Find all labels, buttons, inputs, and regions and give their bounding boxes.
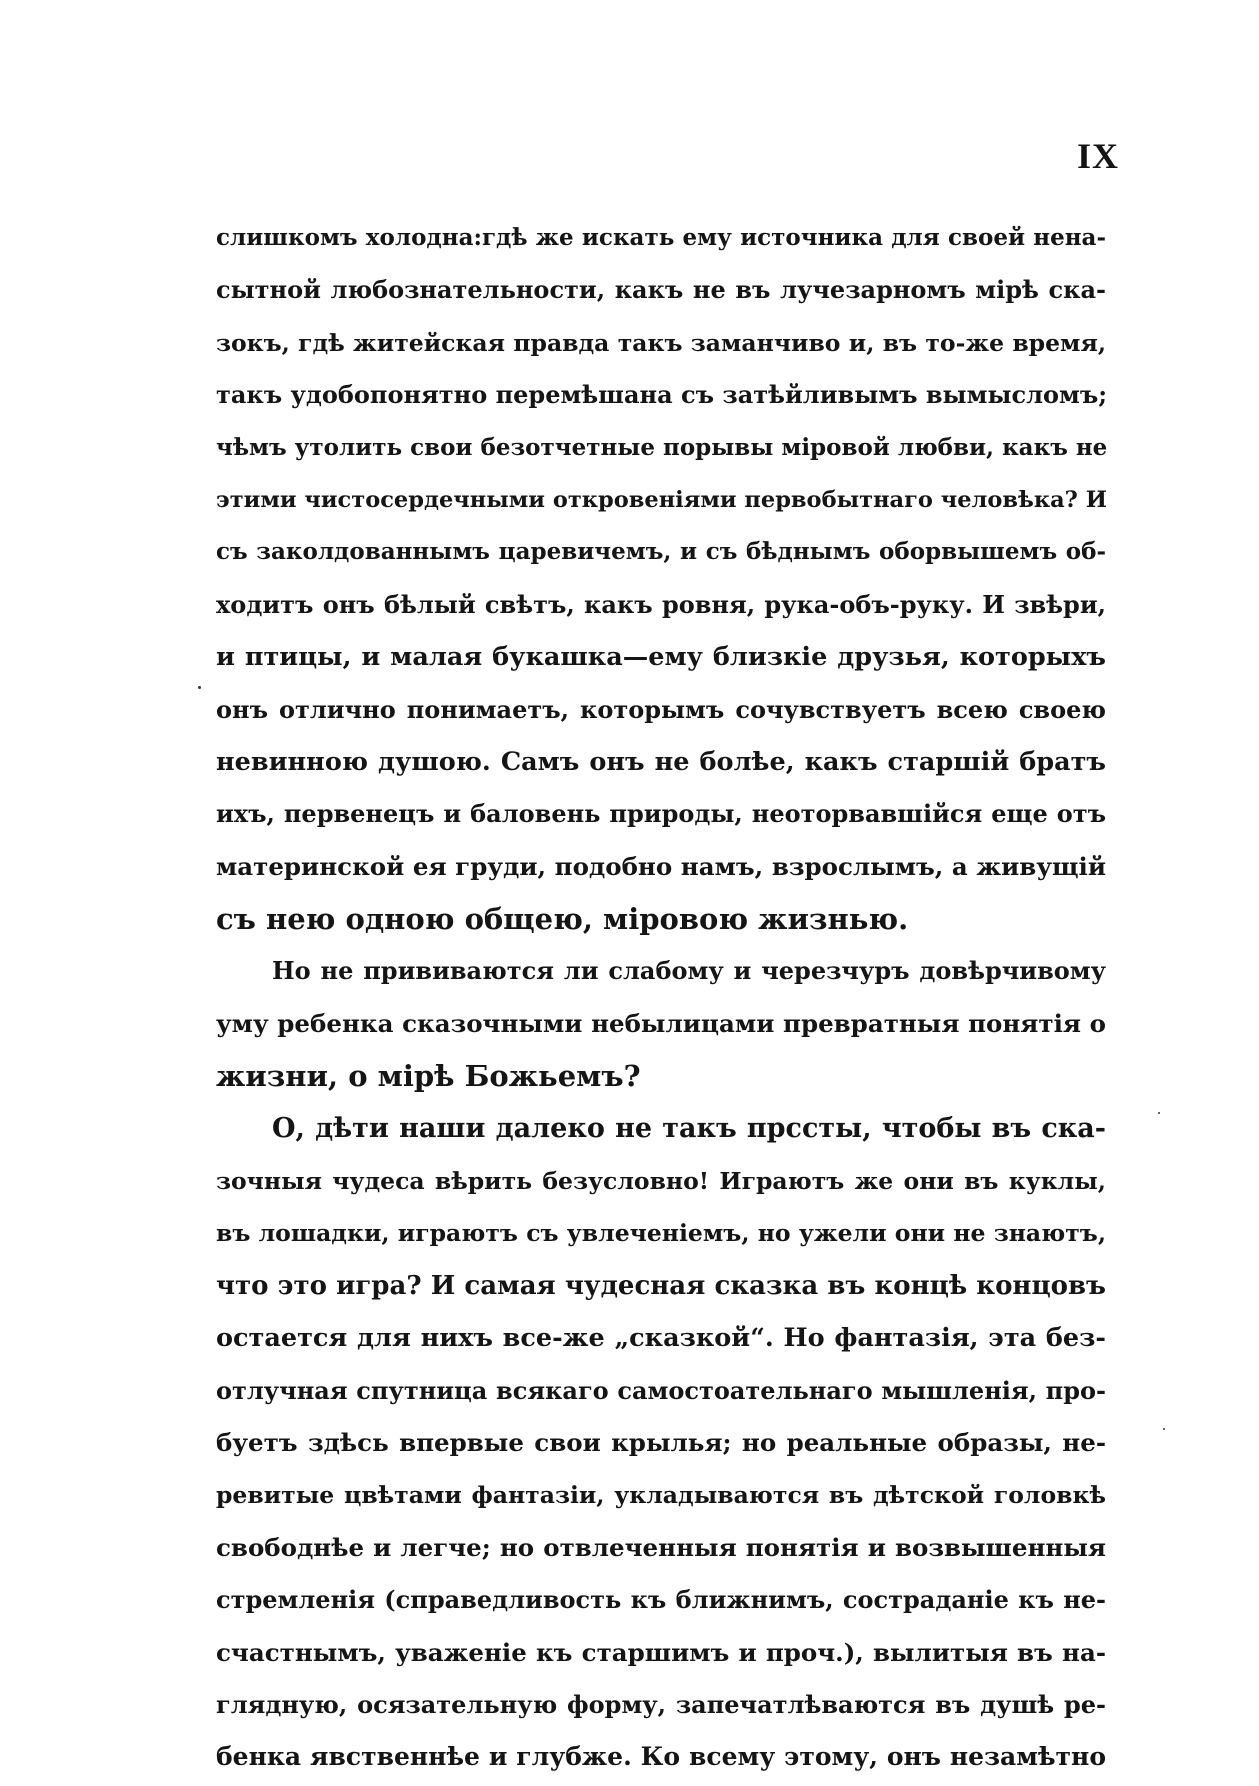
text-line: бенка явственнѣе и глубже. Ко всему этому, онъ незамѣтно <box>216 1742 1106 1772</box>
paragraph-2 <box>216 945 1106 1102</box>
page-number: IX <box>1076 136 1119 176</box>
text-line: невинною душою. Самъ онъ не болѣе, какъ старшій братъ <box>216 746 1106 777</box>
text-line: свободнѣе и легче; но отвлеченныя понятія и возвышенныя <box>216 1532 1106 1562</box>
text-line: отлучная спутница всякаго самостоательнаго мышленія, про- <box>216 1375 1106 1405</box>
print-speck <box>1158 1112 1160 1114</box>
text-line: такъ удобопонятно перемѣшана съ затѣйливымъ вымысломъ; <box>216 380 1108 410</box>
text-line: зокъ, гдѣ житейская правда такъ заманчиво и, въ то-же время, <box>216 328 1106 357</box>
text-line: жизни, о мірѣ Божьемъ? <box>216 1059 641 1094</box>
text-line: остается для нихъ все-же „сказкой“. Но фантазія, эта без- <box>216 1323 1106 1354</box>
text-line: съ нею одною общею, міровою жизнью. <box>216 902 909 937</box>
text-line: материнской ея груди, подобно намъ, взрослымъ, а живущій <box>216 851 1106 881</box>
text-line: стремленія (справедливость къ ближнимъ, состраданіе къ не- <box>216 1585 1106 1615</box>
text-line: О, дѣти наши далеко не такъ прсcты, чтобы въ ска- <box>272 1112 1106 1144</box>
text-line: что это игра? И самая чудесная сказка въ концѣ концовъ <box>216 1270 1106 1301</box>
text-line: ходитъ онъ бѣлый свѣтъ, какъ ровня, рука-объ-руку. И звѣри, <box>216 589 1106 619</box>
text-line: ихъ, первенецъ и баловень природы, неоторвавшійся еще отъ <box>216 799 1106 829</box>
text-line: сытной любознательности, какъ не въ лучезарномъ мірѣ ска- <box>216 275 1106 305</box>
text-line: буетъ здѣсь впервые свои крылья; но реальные образы, не- <box>216 1427 1106 1457</box>
paragraph-3 <box>216 1103 1106 1784</box>
text-line: зочныя чудеса вѣрить безусловно! Играютъ же они въ куклы, <box>216 1167 1106 1196</box>
print-speck <box>198 686 201 689</box>
paragraph-1 <box>216 212 1106 945</box>
text-line: счастнымъ, уваженіе къ старшимъ и проч.), вылитыя въ на- <box>216 1637 1106 1667</box>
text-line: глядную, осязательную форму, запечатлѣваются въ душѣ ре- <box>216 1689 1106 1719</box>
text-line: этими чистосердечными откровеніями первобытнаго человѣка? И <box>216 486 1107 513</box>
text-line: Но не прививаются ли слабому и черезчуръ довѣрчивому <box>272 956 1106 986</box>
text-line: слишкомъ холодна:гдѣ же искать ему источника для своей нена- <box>216 224 1106 251</box>
print-speck <box>1163 1428 1165 1430</box>
text-line: и птицы, и малая букашка—ему близкіе друзья, которыхъ <box>216 642 1106 673</box>
text-line: съ заколдованнымъ царевичемъ, и съ бѣднымъ оборвышемъ об- <box>216 538 1106 566</box>
text-line: чѣмъ утолить свои безотчетные порывы міровой любви, какъ не <box>216 433 1108 461</box>
body-text <box>216 212 1106 1784</box>
text-line: ревитые цвѣтами фантазіи, укладываются въ дѣтской головкѣ <box>216 1481 1106 1510</box>
text-line: онъ отлично понимаетъ, которымъ сочувствуетъ всею своею <box>216 694 1106 724</box>
text-line: уму ребенка сказочными небылицами превратныя понятія о <box>216 1008 1106 1038</box>
text-line: въ лошадки, играютъ съ увлеченіемъ, но ужели они не знаютъ, <box>216 1219 1106 1248</box>
